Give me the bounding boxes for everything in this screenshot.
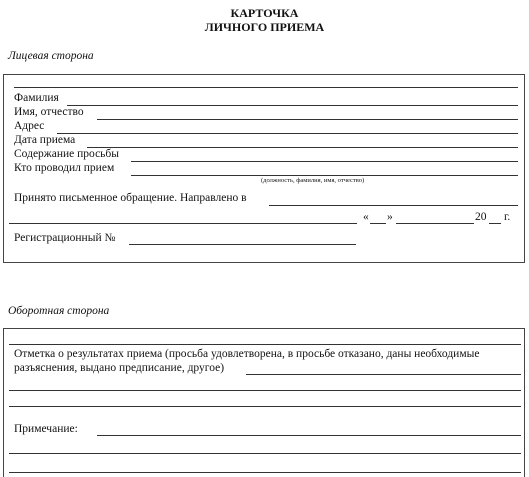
receiver-hint: (должность, фамилия, имя, отчество) [261,177,365,184]
receiver-label: Кто проводил прием [14,162,115,174]
date-quote-close: » [387,211,393,223]
receiver-field[interactable] [131,175,518,176]
document-title-line1: КАРТОЧКА [230,6,299,20]
surname-field[interactable] [67,105,518,106]
top-rule [14,87,518,88]
name-label: Имя, отчество [14,106,84,118]
note-label: Примечание: [14,423,78,435]
result-label-line2: разъяснения, выдано предписание, другое) [14,362,225,374]
front-side-card [3,74,525,263]
date-quote-open: « [363,211,369,223]
note-field-line3[interactable] [9,472,521,473]
date-field[interactable] [87,147,518,148]
note-field[interactable] [97,435,521,436]
year-field[interactable] [489,223,501,224]
back-side-label: Оборотная сторона [8,305,110,317]
name-field[interactable] [97,119,518,120]
front-side-label: Лицевая сторона [8,50,94,62]
document-title-line2: ЛИЧНОГО ПРИЕМА [204,20,325,34]
reg-number-label: Регистрационный № [14,232,116,244]
request-field[interactable] [131,161,518,162]
accepted-label: Принято письменное обращение. Направлено в [14,192,247,204]
back-top-rule [9,344,521,345]
result-field-line3[interactable] [9,406,521,407]
back-side-card [3,328,525,477]
date-label: Дата приема [14,134,76,146]
month-field[interactable] [396,223,474,224]
reg-number-field[interactable] [129,244,356,245]
redirected-to-field-continued[interactable] [9,223,357,224]
redirected-to-field[interactable] [269,205,518,206]
result-field-line2[interactable] [9,390,521,391]
request-label: Содержание просьбы [14,148,119,160]
address-label: Адрес [14,120,45,132]
day-field[interactable] [370,223,386,224]
year-prefix: 20 [475,211,487,223]
note-field-line2[interactable] [9,453,521,454]
result-field[interactable] [246,374,521,375]
surname-label: Фамилия [14,92,59,104]
address-field[interactable] [57,133,518,134]
year-suffix: г. [504,211,511,223]
result-label-line1: Отметка о результатах приема (просьба удовлетворена, в просьбе отказано, даны необходимые [14,348,480,360]
